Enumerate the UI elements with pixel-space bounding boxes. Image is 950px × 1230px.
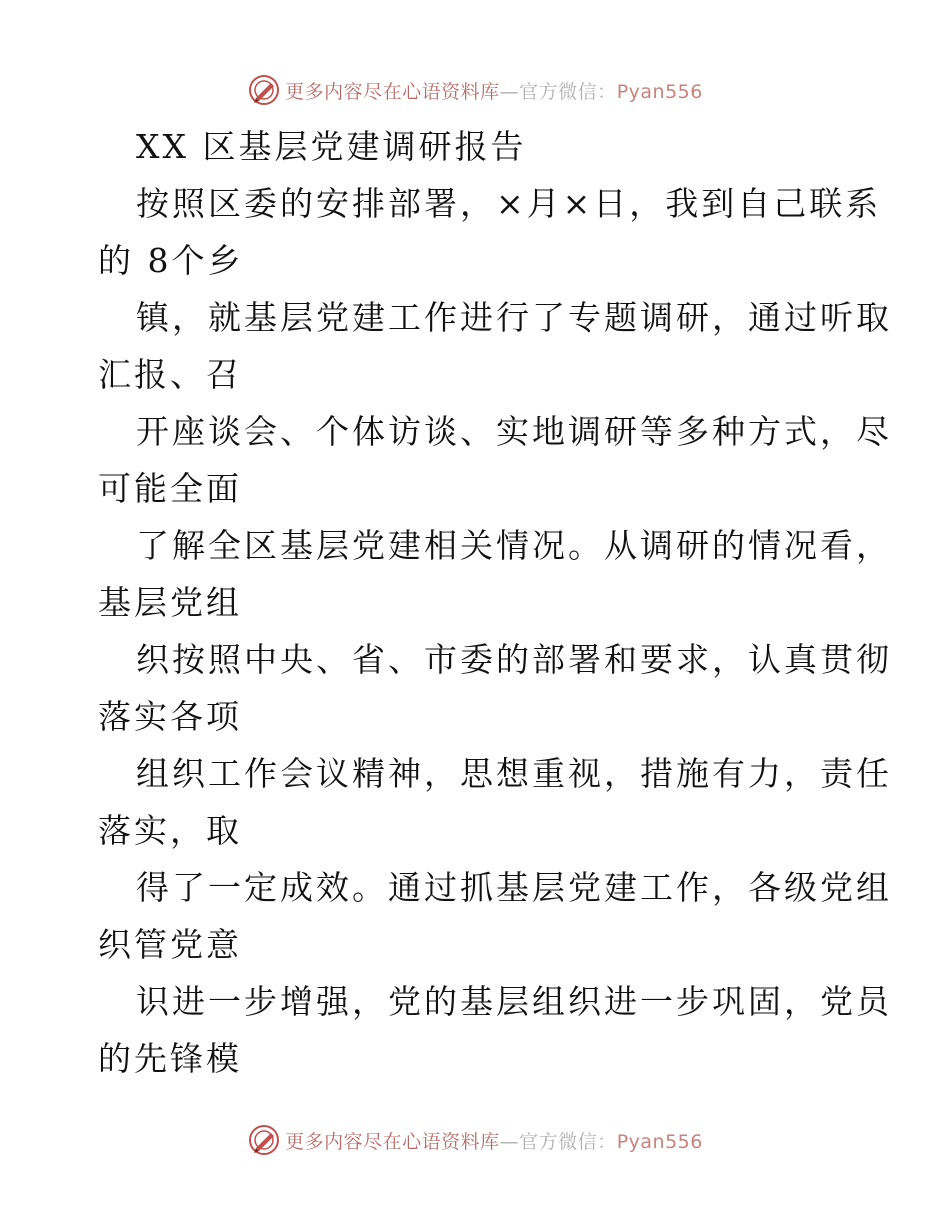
pen-icon <box>247 1123 281 1157</box>
paragraph-line: 得了一定成效。通过抓基层党建工作，各级党组 <box>136 868 892 907</box>
banner-wechat-label: 官方微信： <box>519 1130 617 1153</box>
paragraph-line: 按照区委的安排部署，×月×日，我到自己联系 <box>136 184 882 223</box>
document-title: XX 区基层党建调研报告 <box>136 127 527 166</box>
banner-dash: — <box>499 1130 520 1153</box>
banner-account: Pyan556 <box>616 80 703 103</box>
paragraph-line: 的先锋模 <box>98 1039 242 1078</box>
banner-main-text: 更多内容尽在心语资料库 <box>285 1130 500 1153</box>
paragraph-line: 织管党意 <box>98 925 242 964</box>
paragraph-line: 开座谈会、个体访谈、实地调研等多种方式，尽 <box>136 412 892 451</box>
banner-text <box>285 1127 703 1154</box>
footer-banner <box>0 1120 950 1160</box>
document-body <box>98 118 892 1087</box>
paragraph-line: 镇，就基层党建工作进行了专题调研，通过听取 <box>136 298 892 337</box>
paragraph-line: 了解全区基层党建相关情况。从调研的情况看， <box>136 526 892 565</box>
header-banner <box>0 70 950 110</box>
paragraph-line: 组织工作会议精神，思想重视，措施有力，责任 <box>136 754 892 793</box>
paragraph-line: 的 8个乡 <box>98 241 244 280</box>
banner-text <box>285 77 703 104</box>
paragraph-line: 汇报、召 <box>98 355 242 394</box>
paragraph-line: 可能全面 <box>98 469 242 508</box>
paragraph-line: 识进一步增强，党的基层组织进一步巩固，党员 <box>136 982 892 1021</box>
banner-account: Pyan556 <box>616 1130 703 1153</box>
paragraph-line: 落实，取 <box>98 811 242 850</box>
banner-main-text: 更多内容尽在心语资料库 <box>285 80 500 103</box>
paragraph-line: 织按照中央、省、市委的部署和要求，认真贯彻 <box>136 640 892 679</box>
paragraph-line: 落实各项 <box>98 697 242 736</box>
paragraph-line: 基层党组 <box>98 583 242 622</box>
banner-dash: — <box>499 80 520 103</box>
banner-wechat-label: 官方微信： <box>519 80 617 103</box>
pen-icon <box>247 73 281 107</box>
